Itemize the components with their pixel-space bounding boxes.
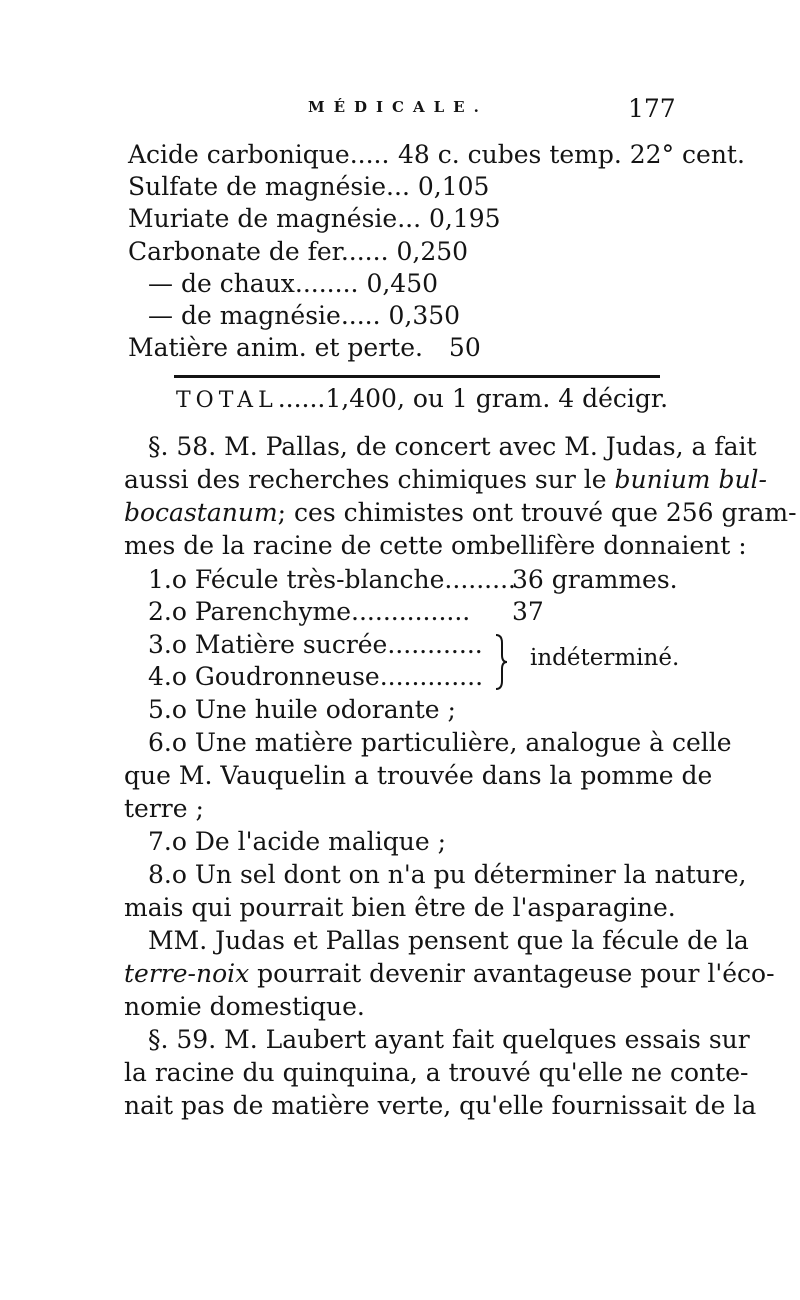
row-value: 0,195 [429,204,501,233]
text-line: mais qui pourrait bien être de l'asparagine. [124,893,676,922]
total-rule [174,375,660,378]
total-value: ......1,400, ou 1 gram. 4 décigr. [277,384,669,413]
text-line [124,498,797,528]
text-segment: pourrait devenir avantageuse pour l'éco- [249,959,775,988]
row-label: Matière anim. et perte. [128,333,423,362]
text-line: mes de la racine de cette ombellifère donnaient : [124,531,747,560]
running-title: MÉDICALE. [308,98,488,116]
italic-term: bocastanum [124,498,278,527]
text-line: §. 59. M. Laubert ayant fait quelques essais sur [148,1025,750,1054]
text-line [124,465,768,495]
list-item: 5.o Une huile odorante ; [148,695,456,724]
indetermine-label: indéterminé. [530,645,680,671]
text-line: que M. Vauquelin a trouvée dans la pomme de [124,761,713,790]
row-value: 50 [448,333,481,362]
table-row [128,172,489,202]
text-line: la racine du quinquina, a trouvé qu'elle ne conte- [124,1058,749,1087]
table-row [128,333,481,363]
table-row [148,269,438,299]
list-item [148,597,544,627]
table-row [128,237,468,267]
row-label: Acide carbonique..... [128,140,390,169]
item-label: 2.o Parenchyme............... [148,597,471,626]
row-value: 48 c. cubes temp. 22° cent. [398,140,745,169]
text-line: terre ; [124,794,204,823]
row-label: — de magnésie..... [148,301,381,330]
row-label: Carbonate de fer...... [128,237,389,266]
table-row [128,140,745,170]
item-label: 1.o Fécule très-blanche......... [148,565,516,594]
row-value: 0,105 [417,172,490,201]
row-value: 0,250 [396,237,469,266]
row-value: 0,450 [366,269,439,298]
row-value: 0,350 [388,301,461,330]
total-label: TOTAL [176,388,278,413]
text-line: MM. Judas et Pallas pensent que la fécule de la [148,926,749,955]
row-label: Muriate de magnésie... [128,204,422,233]
text-line: 8.o Un sel dont on n'a pu déterminer la nature, [148,860,747,889]
text-segment: ; ces chimistes ont trouvé que 256 gram- [277,498,797,527]
text-line: 6.o Une matière particulière, analogue à celle [148,728,732,757]
total-row [176,384,668,416]
list-item [148,565,678,595]
italic-term: terre-noix [124,959,250,988]
row-label: Sulfate de magnésie... [128,172,410,201]
row-label: — de chaux........ [148,269,359,298]
item-value: 36 grammes. [512,565,678,594]
curly-brace [494,633,508,691]
italic-term: bunium bul- [614,465,768,494]
page-number: 177 [628,94,676,123]
text-line: §. 58. M. Pallas, de concert avec M. Judas, a fait [148,432,757,461]
list-item: 4.o Goudronneuse............. [148,662,484,691]
list-item: 3.o Matière sucrée............ [148,630,483,659]
table-row [148,301,460,331]
text-line: nait pas de matière verte, qu'elle fournissait de la [124,1091,757,1120]
item-value: 37 [512,597,544,626]
text-line [124,959,775,989]
text-segment: aussi des recherches chimiques sur le [124,465,607,494]
table-row [128,204,501,234]
item-7: 7.o De l'acide malique ; [148,827,447,856]
text-line: nomie domestique. [124,992,365,1021]
